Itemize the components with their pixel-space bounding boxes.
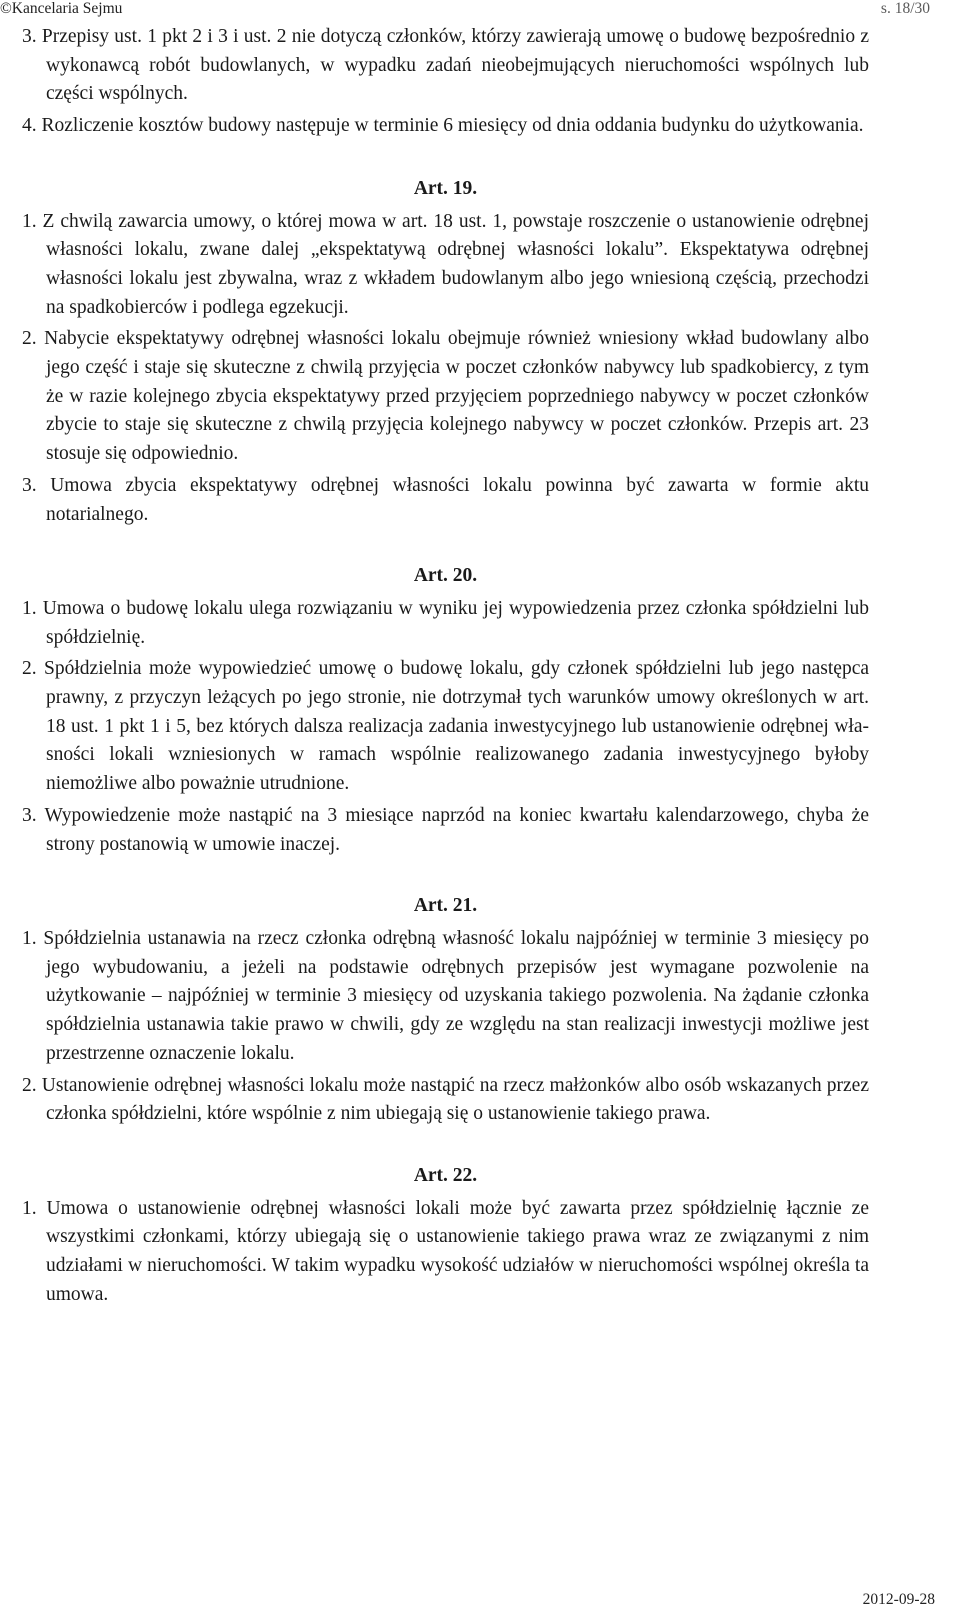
paragraph: 2. Spółdzielnia może wypowiedzieć umowę o budowę lokalu, gdy członek spółdzielni lub jego następca prawny, z przyczyn leżących po jego stronie, nie dotrzymał tych warunków umowy określonych w art. 18 ust. 1 pkt 1 i 5, bez których dalsza realizacja zadania inwestycyjnego lub ustanowienie odrębnej własności lokali wzniesionych w ramach wspólnie realizowanego zadania inwestycyjnego byłoby niemożliwe albo poważnie utrudnione. xyxy=(22,658,869,795)
paragraph: 2. Ustanowienie odrębnej własności lokalu może nastąpić na rzecz małżonków albo osób wskazanych przez członka spółdzielni, które wspólnie z nim ubiegają się o ustanowienie takiego prawa. xyxy=(22,1074,869,1125)
document-date: 2012-09-28 xyxy=(862,1591,935,1608)
paragraph: 3. Przepisy ust. 1 pkt 2 i 3 i ust. 2 nie dotyczą członków, którzy zawierają umowę o budowę bezpośrednio z wykonawcą robót budowlanych, w wypadku zadań nieobejmujących nieruchomości wspólnych lub części wspólnych. xyxy=(22,26,869,105)
document-body xyxy=(22,23,869,1312)
paragraph: 3. Wypowiedzenie może nastąpić na 3 miesiące naprzód na koniec kwartału kalendarzowego, chyba że strony postanowią w umowie inaczej. xyxy=(22,804,869,855)
paragraph: 1. Umowa o ustanowienie odrębnej własności lokali może być zawarta przez spółdzielnię łącznie ze wszystkimi członkami, którzy ubiegają się o ustanowienie takiego prawa wraz ze związanymi z nim udziałami w nieruchomości. W takim wypadku wysokość udziałów w nieruchomości wspólnej określa ta umowa. xyxy=(22,1197,869,1305)
paragraph: 1. Spółdzielnia ustanawia na rzecz członka odrębną własność lokalu najpóźniej w terminie 3 miesięcy po jego wybudowaniu, a jeżeli na podstawie odrębnych przepisów jest wymagane pozwolenie na użytkowanie – najpóźniej w terminie 3 miesięcy od uzyskania takiego pozwolenia. Na żądanie członka spółdzielnia ustanawia takie prawo w chwili, gdy ze względu na stan realizacji inwestycji możliwe jest przestrzenne oznaczenie lokalu. xyxy=(22,927,869,1064)
paragraph: 2. Nabycie ekspektatywy odrębnej własności lokalu obejmuje również wniesiony wkład budowlany albo jego część i staje się skuteczne z chwilą przyjęcia w poczet członków nabywcy lub spadkobiercy, z tym że w razie kolejnego zbycia ekspektatywy przed przyjęciem poprzedniego nabywcy w poczet członków zbycie to staje się skuteczne z chwilą przyjęcia kolejnego nabywcy w poczet członków. Przepis art. 23 stosuje się odpowiednio. xyxy=(22,328,869,465)
article-heading: Art. 19. xyxy=(413,177,478,199)
paragraph: 3. Umowa zbycia ekspektatywy odrębnej własności lokalu powinna być zawarta w formie aktu notarialnego. xyxy=(22,474,869,525)
article-heading: Art. 21. xyxy=(413,895,478,917)
paragraph: 1. Umowa o budowę lokalu ulega rozwiązaniu w wyniku jej wypowiedzenia przez członka spółdzielni lub spółdzielnię. xyxy=(22,597,869,648)
article-heading: Art. 22. xyxy=(413,1164,478,1186)
paragraph: 4. Rozliczenie kosztów budowy następuje w terminie 6 miesięcy od dnia oddania budynku do użytkowania. xyxy=(22,115,864,137)
paragraph: 1. Z chwilą zawarcia umowy, o której mowa w art. 18 ust. 1, powstaje roszczenie o ustanowienie odrębnej własności lokalu, zwane dalej „ekspektatywą odrębnej własności lokalu”. Ekspektatywa odrębnej własności lokalu jest zbywalna, wraz z wkładem budowlanym albo jego wniesioną częścią, przechodzi na spadkobierców i podlega egzekucji. xyxy=(22,210,869,318)
page-number: s. 18/30 xyxy=(880,0,930,17)
article-heading: Art. 20. xyxy=(413,565,478,587)
document-source: ©Kancelaria Sejmu xyxy=(0,0,123,17)
